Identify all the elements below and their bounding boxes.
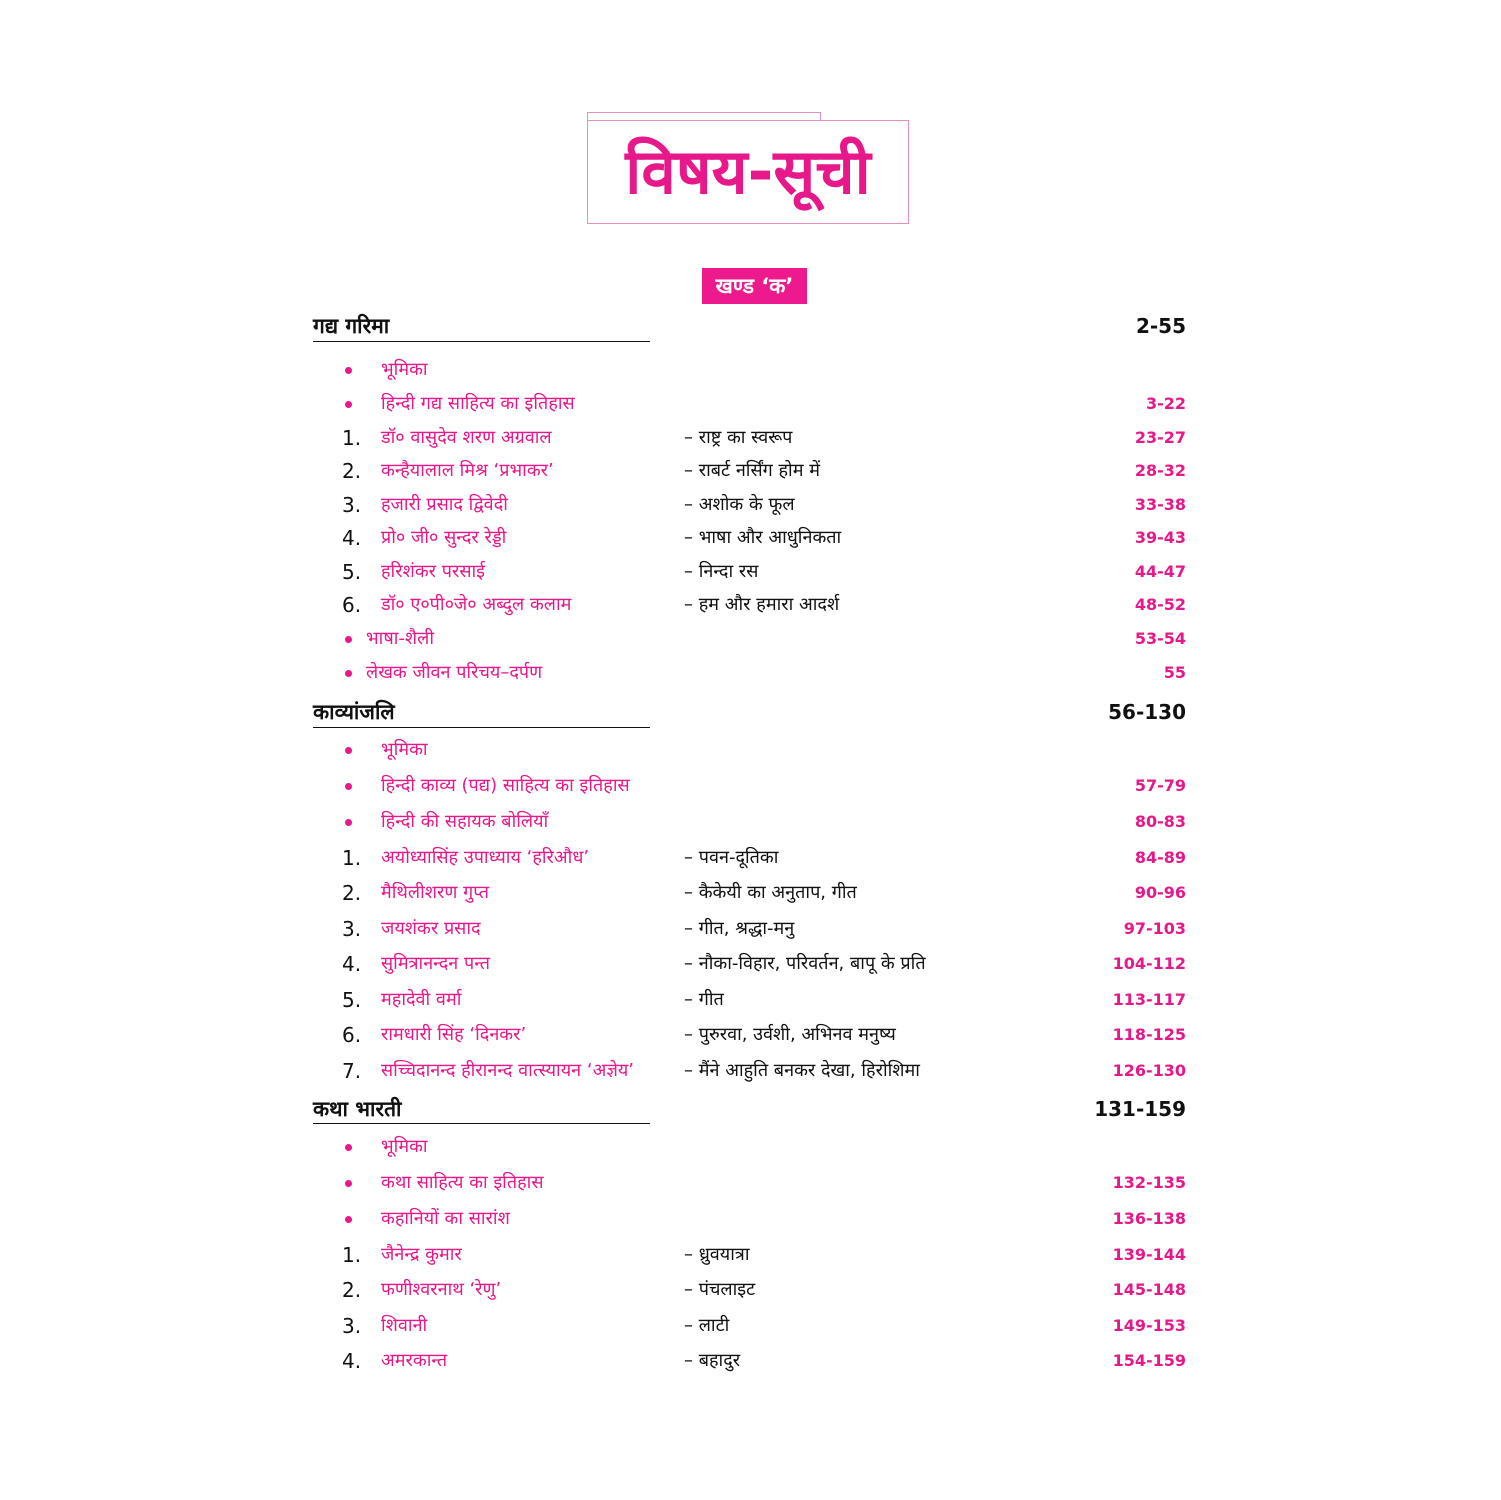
row-number: 1. [342, 846, 362, 870]
toc-entry-pages: 55 [1163, 663, 1186, 682]
toc-entry-author: अयोध्यासिंह उपाध्याय ‘हरिऔध’ [381, 847, 590, 868]
row-number: 7. [342, 1059, 362, 1083]
toc-entry-author: महादेवी वर्मा [381, 989, 462, 1010]
bullet-icon [345, 660, 357, 686]
row-number: 5. [342, 988, 362, 1012]
toc-entry-author: भूमिका [381, 739, 428, 760]
toc-row [0, 626, 1501, 652]
toc-entry-author: कहानियों का सारांश [381, 1208, 510, 1229]
section-underline [313, 727, 650, 728]
toc-entry-author: भूमिका [381, 359, 428, 380]
toc-row [0, 916, 1501, 942]
toc-entry-pages: 3-22 [1145, 394, 1186, 413]
row-number: 2. [342, 881, 362, 905]
toc-entry-pages: 145-148 [1112, 1280, 1186, 1299]
toc-entry-pages: 39-43 [1134, 528, 1186, 547]
toc-entry-pages: 33-38 [1134, 495, 1186, 514]
toc-row [0, 1170, 1501, 1196]
toc-entry-work: – नौका-विहार, परिवर्तन, बापू के प्रति [684, 953, 926, 974]
title-box [587, 120, 909, 224]
toc-entry-work: – कैकेयी का अनुताप, गीत [684, 882, 857, 903]
toc-entry-work: – पवन-दूतिका [684, 847, 779, 868]
section-page-range: 131-159 [1094, 1097, 1186, 1121]
toc-entry-author: डॉ० वासुदेव शरण अग्रवाल [381, 427, 552, 448]
section-underline [313, 341, 650, 342]
row-number: 3. [342, 917, 362, 941]
toc-row [0, 1313, 1501, 1339]
toc-entry-pages: 84-89 [1134, 848, 1186, 867]
toc-entry-pages: 113-117 [1112, 990, 1186, 1009]
toc-entry-author: कन्हैयालाल मिश्र ‘प्रभाकर’ [381, 460, 554, 481]
bullet-icon [345, 1134, 357, 1160]
toc-row [0, 525, 1501, 551]
row-number: 5. [342, 560, 362, 584]
section-page-range: 56-130 [1108, 700, 1186, 724]
toc-entry-author: लेखक जीवन परिचय–दर्पण [366, 662, 543, 683]
bullet-icon [345, 626, 357, 652]
toc-row [0, 1348, 1501, 1374]
bullet-icon [345, 1206, 357, 1232]
bullet-icon [345, 391, 357, 417]
toc-entry-work: – ध्रुवयात्रा [684, 1244, 750, 1265]
toc-entry-pages: 118-125 [1112, 1025, 1186, 1044]
toc-entry-author: सुमित्रानन्दन पन्त [381, 953, 491, 974]
toc-row [0, 1058, 1501, 1084]
section-title: कथा भारती [313, 1097, 402, 1121]
bullet-icon [345, 357, 357, 383]
section-title: काव्यांजलि [313, 700, 395, 724]
bullet-icon [345, 737, 357, 763]
toc-entry-pages: 23-27 [1134, 428, 1186, 447]
toc-row [0, 737, 1501, 763]
toc-row [0, 773, 1501, 799]
toc-entry-author: जयशंकर प्रसाद [381, 918, 481, 939]
page-title: विषय-सूची [625, 135, 871, 208]
toc-entry-author: रामधारी सिंह ‘दिनकर’ [381, 1024, 527, 1045]
toc-entry-work: – हम और हमारा आदर्श [684, 594, 840, 615]
toc-entry-pages: 154-159 [1112, 1351, 1186, 1370]
toc-entry-pages: 132-135 [1112, 1173, 1186, 1192]
row-number: 1. [342, 426, 362, 450]
toc-entry-author: प्रो० जी० सुन्दर रेड्डी [381, 527, 507, 548]
toc-row [0, 845, 1501, 871]
toc-entry-work: – पुरुरवा, उर्वशी, अभिनव मनुष्य [684, 1024, 896, 1045]
toc-entry-author: हिन्दी गद्य साहित्य का इतिहास [381, 393, 575, 414]
toc-entry-pages: 149-153 [1112, 1316, 1186, 1335]
toc-row [0, 559, 1501, 585]
section-underline [313, 1123, 650, 1124]
toc-entry-author: अमरकान्त [381, 1350, 448, 1371]
toc-entry-author: शिवानी [381, 1315, 428, 1336]
toc-row [0, 592, 1501, 618]
row-number: 3. [342, 1314, 362, 1338]
toc-row [0, 809, 1501, 835]
toc-entry-author: भाषा-शैली [366, 628, 434, 649]
toc-row [0, 880, 1501, 906]
toc-entry-pages: 126-130 [1112, 1061, 1186, 1080]
toc-row [0, 1242, 1501, 1268]
toc-entry-pages: 80-83 [1134, 812, 1186, 831]
toc-row [0, 987, 1501, 1013]
toc-entry-author: फणीश्वरनाथ ‘रेणु’ [381, 1279, 502, 1300]
toc-entry-pages: 90-96 [1134, 883, 1186, 902]
toc-entry-author: डॉ० ए०पी०जे० अब्दुल कलाम [381, 594, 572, 615]
toc-entry-work: – राष्ट्र का स्वरूप [684, 427, 793, 448]
toc-entry-author: भूमिका [381, 1136, 428, 1157]
toc-entry-work: – पंचलाइट [684, 1279, 756, 1300]
toc-row [0, 458, 1501, 484]
toc-row [0, 391, 1501, 417]
toc-row [0, 1134, 1501, 1160]
toc-entry-pages: 28-32 [1134, 461, 1186, 480]
toc-entry-work: – अशोक के फूल [684, 494, 795, 515]
section-title: गद्य गरिमा [313, 314, 390, 338]
toc-row [0, 425, 1501, 451]
toc-row [0, 357, 1501, 383]
toc-entry-pages: 97-103 [1123, 919, 1186, 938]
toc-entry-pages: 139-144 [1112, 1245, 1186, 1264]
toc-entry-work: – लाटी [684, 1315, 730, 1336]
row-number: 2. [342, 1278, 362, 1302]
toc-entry-pages: 48-52 [1134, 595, 1186, 614]
bullet-icon [345, 773, 357, 799]
toc-row [0, 951, 1501, 977]
row-number: 4. [342, 1349, 362, 1373]
toc-row [0, 1206, 1501, 1232]
title-frame [587, 112, 909, 224]
toc-row [0, 1277, 1501, 1303]
toc-entry-author: हजारी प्रसाद द्विवेदी [381, 494, 508, 515]
toc-entry-author: मैथिलीशरण गुप्त [381, 882, 490, 903]
khand-badge: खण्ड ‘क’ [702, 268, 807, 304]
toc-entry-pages: 53-54 [1134, 629, 1186, 648]
bullet-icon [345, 1170, 357, 1196]
toc-entry-work: – बहादुर [684, 1350, 741, 1371]
toc-entry-pages: 57-79 [1134, 776, 1186, 795]
row-number: 3. [342, 493, 362, 517]
toc-entry-author: कथा साहित्य का इतिहास [381, 1172, 544, 1193]
section-page-range: 2-55 [1135, 314, 1186, 338]
toc-entry-author: हिन्दी की सहायक बोलियाँ [381, 811, 549, 832]
row-number: 6. [342, 1023, 362, 1047]
toc-entry-pages: 44-47 [1134, 562, 1186, 581]
toc-entry-work: – मैंने आहुति बनकर देखा, हिरोशिमा [684, 1060, 920, 1081]
row-number: 4. [342, 952, 362, 976]
row-number: 6. [342, 593, 362, 617]
toc-entry-work: – गीत, श्रद्धा-मनु [684, 918, 795, 939]
toc-entry-author: सच्चिदानन्द हीरानन्द वात्स्यायन ‘अज्ञेय’ [381, 1060, 635, 1081]
toc-entry-pages: 104-112 [1112, 954, 1186, 973]
toc-entry-author: जैनेन्द्र कुमार [381, 1244, 462, 1265]
row-number: 2. [342, 459, 362, 483]
row-number: 1. [342, 1243, 362, 1267]
toc-entry-work: – राबर्ट नर्सिंग होम में [684, 460, 820, 481]
toc-row [0, 492, 1501, 518]
toc-entry-pages: 136-138 [1112, 1209, 1186, 1228]
toc-entry-author: हिन्दी काव्य (पद्य) साहित्य का इतिहास [381, 775, 630, 796]
toc-row [0, 1022, 1501, 1048]
toc-entry-author: हरिशंकर परसाई [381, 561, 485, 582]
bullet-icon [345, 809, 357, 835]
toc-entry-work: – भाषा और आधुनिकता [684, 527, 842, 548]
row-number: 4. [342, 526, 362, 550]
toc-entry-work: – निन्दा रस [684, 561, 759, 582]
toc-entry-work: – गीत [684, 989, 724, 1010]
toc-row [0, 660, 1501, 686]
